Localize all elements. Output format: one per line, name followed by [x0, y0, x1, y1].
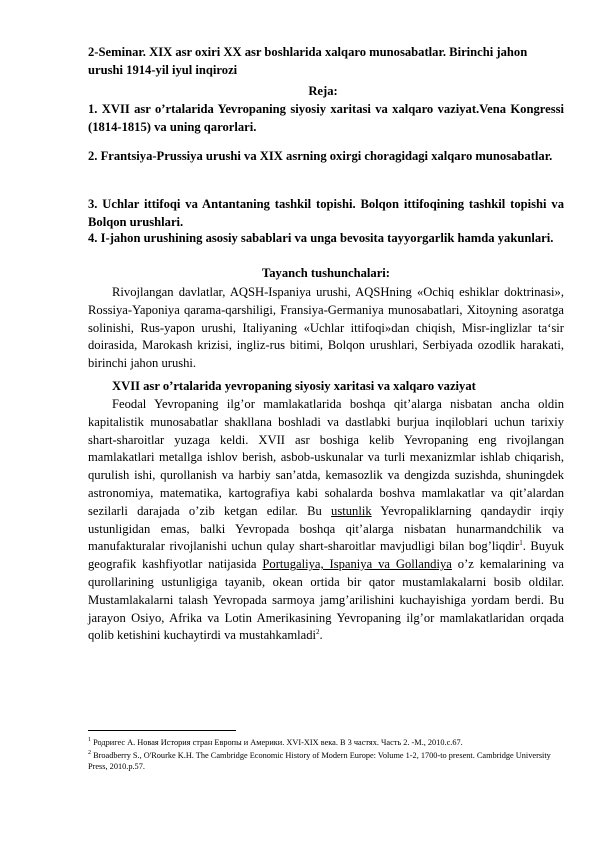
plan-item-3: 3. Uchlar ittifoqi va Antantaning tashkil topishi. Bolqon ittifoqining tashkil topishi va Bolqon urushlari.	[88, 197, 564, 229]
plan-item-2: 2. Frantsiya-Prussiya urushi va XIX asrning oxirgi choragidagi xalqaro munosabatlar.	[88, 149, 553, 163]
plan-heading	[88, 83, 564, 100]
plan-heading-text: Reja:	[308, 84, 338, 98]
footnote-2-number: 2	[88, 750, 91, 757]
plan-item-4: 4. I-jahon urushining asosiy sabablari va unga bevosita tayyorgarlik hamda yakunlari.	[88, 231, 554, 245]
footnote-1-number: 1	[88, 737, 91, 744]
underlined-term-ustunlik[interactable]: ustunlik	[331, 503, 372, 518]
key-terms-paragraph: Rivojlangan davlatlar, AQSH-Ispaniya urushi, AQSHning «Ochiq eshiklar doktrinasi», Rossiya-Yaponiya qarama-qarshiligi, Fransiya-Germaniya munosabatlari, Xitoyning asoratga solinishi, Rus-yapon urushi, Italiyaning «Uchlar ittifoqi»dan chiqish, Misr-inglizlar ta‘sir doirasida, Marokash krizisi, ingliz-rus bitimi, Bolqon urushlari, Serbiyada ozodlik harakati, birinchi jahon urushi.	[88, 285, 564, 371]
paragraph-text-2: Yevropaliklarning qandaydir irqiy ustunligidan emas, balki Yevropada boshqa qit’alarga nisbatan hunarmandchilik va manufakturalar rivojlanishi uchun qulay shart-sharoitlar mavjudligi bilan bog’liqdir	[88, 503, 564, 554]
underlined-term-countries[interactable]: Portugaliya, Ispaniya va Gollandiya	[262, 557, 452, 572]
footnote-separator	[88, 730, 236, 731]
footnote-1-text: Родригес А. Новая История стран Европы и Америки. XVI-XIX века. В 3 частях. Часть 2. -М., 2010.с.67.	[91, 738, 463, 747]
plan-item-1: 1. XVII asr o’rtalarida Yevropaning siyosiy xaritasi va xalqaro vaziyat.Vena Kongressi (1814-1815) va uning qarorlari.	[88, 102, 564, 134]
footnote-ref-1[interactable]: 1	[519, 539, 523, 548]
seminar-title: 2-Seminar. XIX asr oxiri XX asr boshlarida xalqaro munosabatlar. Birinchi jahon urushi 1914-yil iyul inqirozi	[88, 45, 528, 77]
footnote-1	[88, 737, 564, 748]
footnote-2	[88, 750, 564, 772]
paragraph-text-4: o’z kemalarining va qurollarining ustunligiga tayanib, okean ortida bir qator mustamlakalarni bosib oldilar. Mustamlakalarni talash Yevropada sarmoya jamg’arilishini kuchayishiga yordam berdi. Bu jarayon Osiyo, Afrika va Lotin Amerikasining Yevropaning ilg’or mamlakatlaridan orqada qolib ketishini kuchaytirdi va mustahkamladi	[88, 557, 564, 643]
footnote-ref-2[interactable]: 2	[316, 628, 320, 637]
key-terms-heading: Tayanch tushunchalari:	[262, 266, 390, 280]
footnote-2-text: Broadberry S., O'Rourke K.H. The Cambridge Economic History of Modern Europe: Volume 1-2, 1700-to present. Cambridge University Press, 2010.p.57.	[88, 751, 551, 772]
section-paragraph	[88, 396, 564, 645]
paragraph-text-5: .	[319, 628, 323, 643]
paragraph-text-3: . Buyuk geografik kashfiyotlar natijasida	[88, 539, 564, 572]
section-heading: XVII asr o’rtalarida yevropaning siyosiy xaritasi va xalqaro vaziyat	[112, 379, 476, 393]
paragraph-text-1: Feodal Yevropaning ilg’or mamlakatlarida boshqa qit’alarga nisbatan ancha oldin kapitalistik munosabatlar shakllana boshladi va dastlabki burjua inqiloblari uchun tarixiy shart-sharoitlar yuzaga keldi. XVII asr boshiga kelib Yevropaning eng rivojlangan mamlakatlari metallga ishlov berish, asbob-uskunalar va turli mexanizmlar ishlab chiqarish, qurulish ishi, qurollanish va harbiy san’atda, kemasozlik va dengizda suzishda, shuningdek astronomiya, matematika, kartografiya kabi sohalarda boshva mamlakatlar va qit’alardan sezilarli darajada o’zib ketgan edilar. Bu	[88, 397, 564, 518]
